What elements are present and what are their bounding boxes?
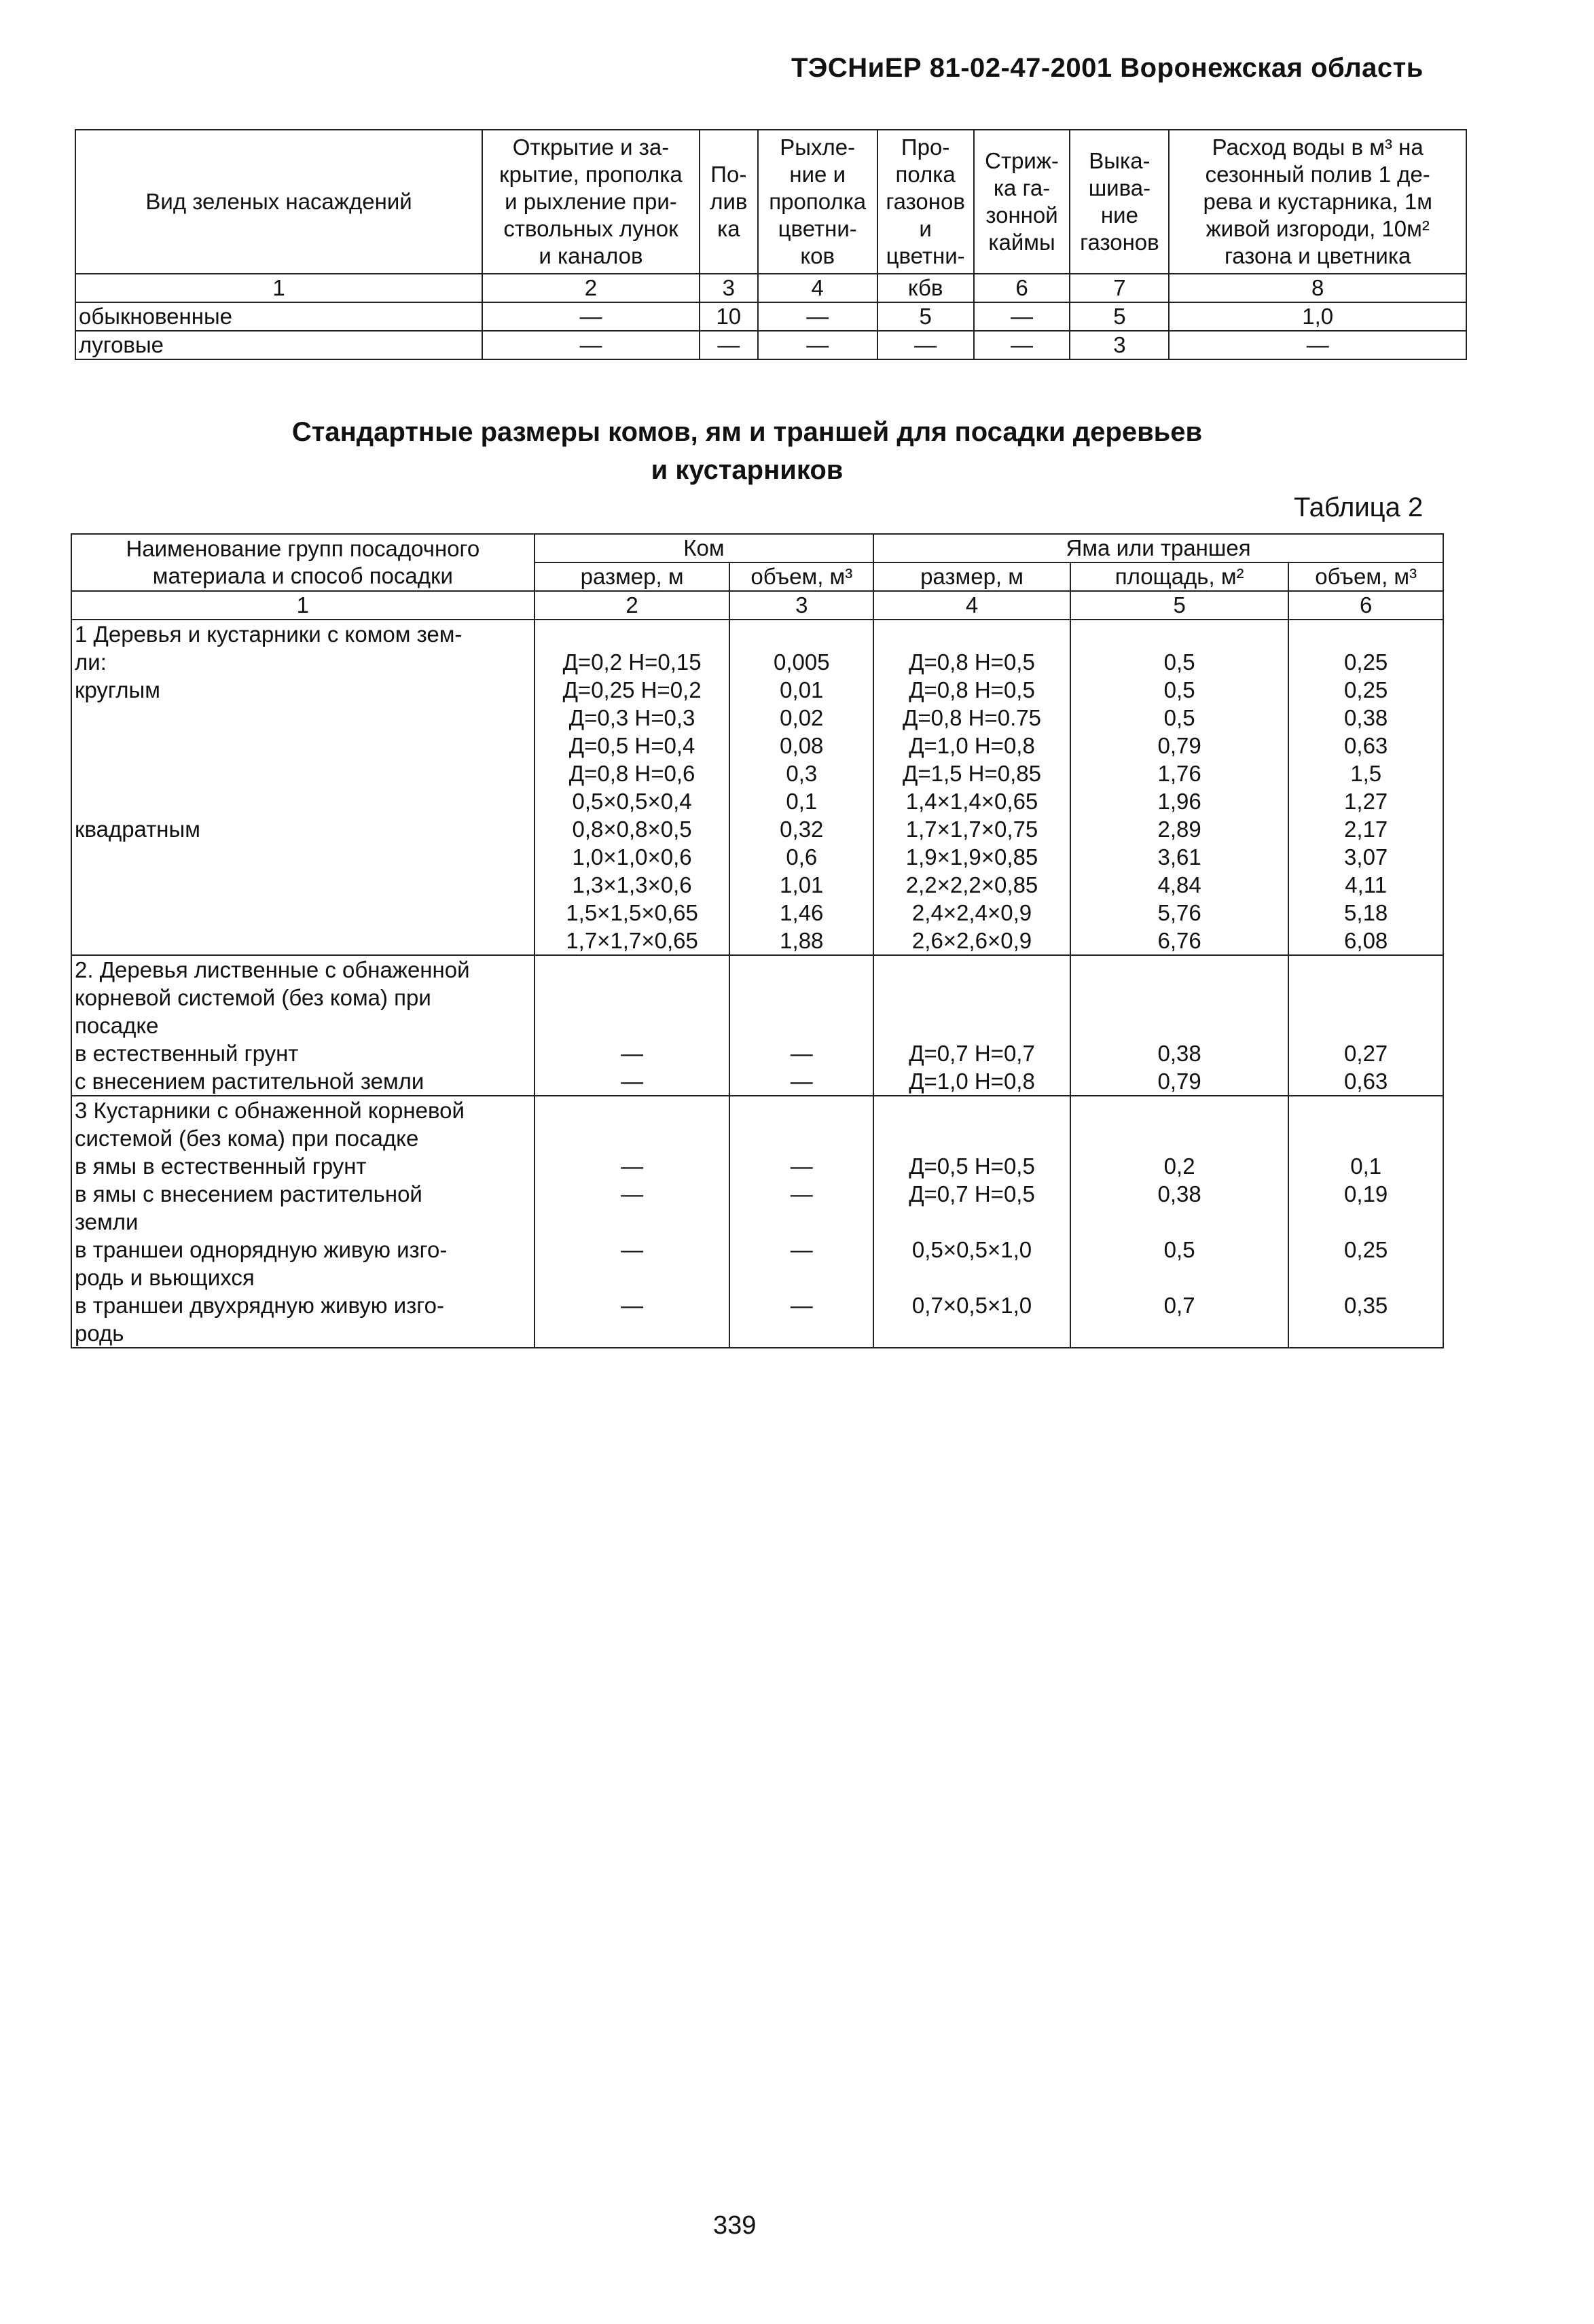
cell-value [538, 1124, 727, 1152]
table-cell [1070, 620, 1288, 955]
cell-value [733, 1319, 870, 1347]
cell-value: 0,01 [780, 677, 824, 702]
group-name-cell [71, 955, 535, 1096]
cell-value: 4,11 [1345, 872, 1388, 897]
cell-value: 1,9×1,9×0,85 [905, 844, 1038, 870]
table-cell [729, 620, 873, 955]
section-title-line1: Стандартные размеры комов, ям и траншей для посадки деревьев [291, 417, 1203, 447]
group-name-line: с внесением растительной земли [75, 1069, 424, 1094]
cell-value: 0,79 [1157, 1069, 1201, 1094]
cell-value: 0,63 [1344, 733, 1388, 758]
table-cell: 1 [75, 274, 482, 302]
cell-value: 0,2 [1163, 1154, 1195, 1179]
table2-header-yama: Яма или траншея [873, 534, 1443, 562]
cell-value: — [621, 1293, 644, 1318]
cell-value [1292, 620, 1440, 648]
group-name-line [75, 759, 531, 787]
cell-value: 2,4×2,4×0,9 [911, 900, 1032, 925]
cell-value: 0,1 [786, 789, 818, 814]
cell-value: 1,46 [780, 900, 824, 925]
table-row [75, 302, 1466, 331]
cell-value: — [790, 1041, 813, 1066]
cell-value: 4,84 [1157, 872, 1201, 897]
table-cell [535, 955, 730, 1096]
cell-value [1292, 984, 1440, 1012]
cell-value: Д=0,5 Н=0,4 [568, 733, 695, 758]
cell-value [538, 1319, 727, 1347]
cell-value: Д=0,8 Н=0,5 [909, 649, 1035, 675]
table-row [71, 1096, 1443, 1348]
cell-value: 0,1 [1350, 1154, 1382, 1179]
table-cell [873, 955, 1070, 1096]
cell-value [877, 1124, 1067, 1152]
cell-value: — [790, 1154, 813, 1179]
table2-subheader: площадь, м² [1070, 562, 1288, 591]
cell-value: 0,5 [1163, 705, 1195, 730]
cell-value [538, 1208, 727, 1236]
cell-value: 2,2×2,2×0,85 [905, 872, 1038, 897]
cell-value [1292, 1264, 1440, 1291]
cell-value: 5,76 [1157, 900, 1201, 925]
cell-value [538, 620, 727, 648]
cell-value [877, 1096, 1067, 1124]
cell-value: — [790, 1181, 813, 1206]
cell-value: 1,7×1,7×0,65 [566, 928, 698, 953]
cell-value [1292, 1124, 1440, 1152]
group-name-cell [71, 620, 535, 955]
group-name-line: 1 Деревья и кустарники с комом зем- [75, 622, 463, 647]
cell-value: — [790, 1237, 813, 1262]
cell-value [877, 956, 1067, 984]
cell-value [1292, 1012, 1440, 1039]
cell-value: 1,96 [1157, 789, 1201, 814]
cell-value: 6,08 [1344, 928, 1388, 953]
cell-value: 2,17 [1344, 817, 1388, 842]
cell-value [877, 1264, 1067, 1291]
planting-sizes-table [71, 533, 1444, 1348]
cell-value: 1,27 [1344, 789, 1388, 814]
cell-value [1074, 956, 1285, 984]
cell-value: 1,5 [1350, 761, 1382, 786]
table-cell: 1,0 [1169, 302, 1466, 331]
cell-value: Д=0,8 Н=0.75 [903, 705, 1042, 730]
group-name-line [75, 704, 531, 732]
group-name-line [75, 732, 531, 759]
table1-header-col4: Рыхле- ние и прополка цветни- ков [758, 130, 877, 274]
cell-value: 0,8×0,8×0,5 [572, 817, 692, 842]
group-name-line [75, 927, 531, 954]
cell-value [877, 620, 1067, 648]
table-row [71, 620, 1443, 955]
table-cell [1288, 1096, 1443, 1348]
table-cell [873, 620, 1070, 955]
cell-value: — [621, 1237, 644, 1262]
cell-value [538, 984, 727, 1012]
table1-header-col2: Открытие и за- крытие, прополка и рыхление при- ствольных лунок и каналов [482, 130, 700, 274]
table-cell: — [758, 331, 877, 359]
cell-value: Д=0,25 Н=0,2 [562, 677, 702, 702]
cell-value: 0,5×0,5×0,4 [572, 789, 692, 814]
group-name-line [75, 843, 531, 871]
cell-value [733, 620, 870, 648]
cell-value: 1,01 [780, 872, 824, 897]
cell-value [733, 1012, 870, 1039]
table-cell [729, 1096, 873, 1348]
group-name-line: в ямы в естественный грунт [75, 1154, 367, 1179]
cell-value: 1,88 [780, 928, 824, 953]
cell-value: 0,005 [774, 649, 830, 675]
cell-value: 0,35 [1344, 1293, 1388, 1318]
group-name-line [75, 871, 531, 899]
table1-header-col6: Стриж- ка га- зонной каймы [974, 130, 1070, 274]
cell-value: 0,6 [786, 844, 818, 870]
table2-header-name: Наименование групп посадочного материала и способ посадки [71, 534, 535, 591]
table-cell: 5 [877, 302, 974, 331]
table-cell: 3 [1070, 331, 1169, 359]
cell-value: 5,18 [1344, 900, 1388, 925]
cell-value: — [621, 1154, 644, 1179]
cell-value: 0,25 [1344, 1237, 1388, 1262]
table-cell: — [1169, 331, 1466, 359]
cell-value [877, 1012, 1067, 1039]
table-cell: 10 [700, 302, 758, 331]
cell-value: Д=1,0 Н=0,8 [909, 733, 1035, 758]
cell-value [1292, 1319, 1440, 1347]
table-cell [873, 1096, 1070, 1348]
cell-value [1292, 1208, 1440, 1236]
table2-header-kom: Ком [535, 534, 873, 562]
cell-value: — [621, 1041, 644, 1066]
table-label: Таблица 2 [1294, 493, 1424, 522]
table2-header-row1 [71, 534, 1443, 562]
table-cell: 6 [974, 274, 1070, 302]
cell-value: 0,63 [1344, 1069, 1388, 1094]
table1-header-col1: Вид зеленых насаждений [75, 130, 482, 274]
section-title-line2: и кустарников [651, 455, 844, 485]
table-cell [535, 620, 730, 955]
cell-value: 0,25 [1344, 649, 1388, 675]
cell-value: 1,7×1,7×0,75 [905, 817, 1038, 842]
cell-value: 6,76 [1157, 928, 1201, 953]
cell-value: Д=0,7 Н=0,5 [909, 1181, 1035, 1206]
group-name-cell [71, 1096, 535, 1348]
cell-value: — [790, 1293, 813, 1318]
table-cell: 3 [700, 274, 758, 302]
cell-value: 2,89 [1157, 817, 1201, 842]
cell-value: 0,02 [780, 705, 824, 730]
table-row [75, 331, 1466, 359]
cell-value [538, 1012, 727, 1039]
cell-value [1074, 1264, 1285, 1291]
cell-value [1074, 984, 1285, 1012]
page-number: 339 [713, 2211, 757, 2240]
table1-header-col8: Расход воды в м³ на сезонный полив 1 де- рева и кустарника, 1м живой изгороди, 10м² газона и цветника [1169, 130, 1466, 274]
table-cell: луговые [75, 331, 482, 359]
cell-value: Д=0,3 Н=0,3 [568, 705, 695, 730]
table-cell: — [482, 331, 700, 359]
cell-value [1292, 1096, 1440, 1124]
cell-value: 1,3×1,3×0,6 [572, 872, 692, 897]
group-name-line: в ямы с внесением растительной [75, 1181, 422, 1206]
cell-value: Д=0,7 Н=0,7 [909, 1041, 1035, 1066]
group-name-line: корневой системой (без кома) при [75, 985, 431, 1010]
cell-value: Д=1,0 Н=0,8 [909, 1069, 1035, 1094]
cell-value: 0,7×0,5×1,0 [911, 1293, 1032, 1318]
table-cell: — [974, 331, 1070, 359]
cell-value: 0,79 [1157, 733, 1201, 758]
group-name-line: в траншеи двухрядную живую изго- [75, 1293, 444, 1318]
cell-value [733, 1264, 870, 1291]
table-cell: — [877, 331, 974, 359]
cell-value [538, 956, 727, 984]
group-name-line: посадке [75, 1013, 159, 1038]
table-cell: — [482, 302, 700, 331]
table-cell: 7 [1070, 274, 1169, 302]
table2-index-row [71, 591, 1443, 620]
cell-value [733, 1124, 870, 1152]
document-header: ТЭСНиЕР 81-02-47-2001 Воронежская область [791, 53, 1424, 83]
group-name-line: в естественный грунт [75, 1041, 299, 1066]
table-cell: кбв [877, 274, 974, 302]
table-cell: обыкновенные [75, 302, 482, 331]
table-cell: 5 [1070, 591, 1288, 620]
cell-value [1074, 1208, 1285, 1236]
group-name-line [75, 787, 531, 815]
cell-value: 0,25 [1344, 677, 1388, 702]
group-name-line: ли: [75, 649, 107, 675]
cell-value: 0,3 [786, 761, 818, 786]
group-name-line: 3 Кустарники с обнаженной корневой [75, 1098, 465, 1123]
table-cell: 1 [71, 591, 535, 620]
cell-value: 0,7 [1163, 1293, 1195, 1318]
cell-value: 0,38 [1157, 1181, 1201, 1206]
cell-value [733, 984, 870, 1012]
cell-value [1292, 956, 1440, 984]
group-name-line: квадратным [75, 817, 200, 842]
cell-value: Д=0,5 Н=0,5 [909, 1154, 1035, 1179]
cell-value: 1,0×1,0×0,6 [572, 844, 692, 870]
group-name-line [75, 899, 531, 927]
table-cell: 3 [729, 591, 873, 620]
cell-value: Д=1,5 Н=0,85 [903, 761, 1042, 786]
cell-value: 1,76 [1157, 761, 1201, 786]
table-cell: — [758, 302, 877, 331]
table2-subheader: размер, м [535, 562, 730, 591]
cell-value: — [790, 1069, 813, 1094]
cell-value: 0,5 [1163, 649, 1195, 675]
table1-header-row [75, 130, 1466, 274]
table-cell: 6 [1288, 591, 1443, 620]
cell-value [733, 1096, 870, 1124]
cell-value: 0,38 [1344, 705, 1388, 730]
table-cell: 2 [482, 274, 700, 302]
table-cell: 4 [758, 274, 877, 302]
table-cell [535, 1096, 730, 1348]
cell-value: 1,5×1,5×0,65 [566, 900, 698, 925]
cell-value: 1,4×1,4×0,65 [905, 789, 1038, 814]
cell-value [1074, 1124, 1285, 1152]
cell-value: 0,38 [1157, 1041, 1201, 1066]
cell-value: Д=0,8 Н=0,6 [568, 761, 695, 786]
group-name-line: земли [75, 1209, 139, 1234]
cell-value: 0,5 [1163, 677, 1195, 702]
table-cell: — [974, 302, 1070, 331]
table-cell: 5 [1070, 302, 1169, 331]
table1-header-col7: Выка- шива- ние газонов [1070, 130, 1169, 274]
watering-norms-table [75, 129, 1467, 360]
cell-value: 0,08 [780, 733, 824, 758]
cell-value: 0,5×0,5×1,0 [911, 1237, 1032, 1262]
table2-subheader: объем, м³ [1288, 562, 1443, 591]
cell-value: — [621, 1181, 644, 1206]
cell-value: 2,6×2,6×0,9 [911, 928, 1032, 953]
cell-value [538, 1096, 727, 1124]
cell-value: Д=0,8 Н=0,5 [909, 677, 1035, 702]
cell-value [877, 984, 1067, 1012]
cell-value: 0,32 [780, 817, 824, 842]
group-name-line: 2. Деревья лиственные с обнаженной [75, 957, 470, 982]
cell-value: Д=0,2 Н=0,15 [562, 649, 702, 675]
cell-value: 3,61 [1157, 844, 1201, 870]
group-name-line: родь [75, 1321, 124, 1346]
cell-value [1074, 1319, 1285, 1347]
cell-value [1074, 1096, 1285, 1124]
cell-value: 3,07 [1344, 844, 1388, 870]
table-cell: — [700, 331, 758, 359]
table2-subheader: размер, м [873, 562, 1070, 591]
cell-value [1074, 620, 1285, 648]
table2-subheader: объем, м³ [729, 562, 873, 591]
cell-value [733, 1208, 870, 1236]
cell-value: — [621, 1069, 644, 1094]
table-row [71, 955, 1443, 1096]
cell-value [877, 1319, 1067, 1347]
cell-value [733, 956, 870, 984]
table-cell [729, 955, 873, 1096]
cell-value: 0,27 [1344, 1041, 1388, 1066]
table-cell [1288, 955, 1443, 1096]
table1-header-col5: Про- полка газонов и цветни- [877, 130, 974, 274]
table-cell: 2 [535, 591, 730, 620]
cell-value [538, 1264, 727, 1291]
cell-value: 0,5 [1163, 1237, 1195, 1262]
table-cell [1070, 1096, 1288, 1348]
table-cell: 8 [1169, 274, 1466, 302]
group-name-line: в траншеи однорядную живую изго- [75, 1237, 448, 1262]
group-name-line: системой (без кома) при посадке [75, 1126, 419, 1151]
table1-index-row [75, 274, 1466, 302]
table-cell [1070, 955, 1288, 1096]
cell-value [1074, 1012, 1285, 1039]
group-name-line: родь и вьющихся [75, 1265, 255, 1290]
group-name-line: круглым [75, 677, 160, 702]
table-cell: 4 [873, 591, 1070, 620]
table-cell [1288, 620, 1443, 955]
table1-header-col3: По- лив ка [700, 130, 758, 274]
cell-value: 0,19 [1344, 1181, 1388, 1206]
cell-value [877, 1208, 1067, 1236]
